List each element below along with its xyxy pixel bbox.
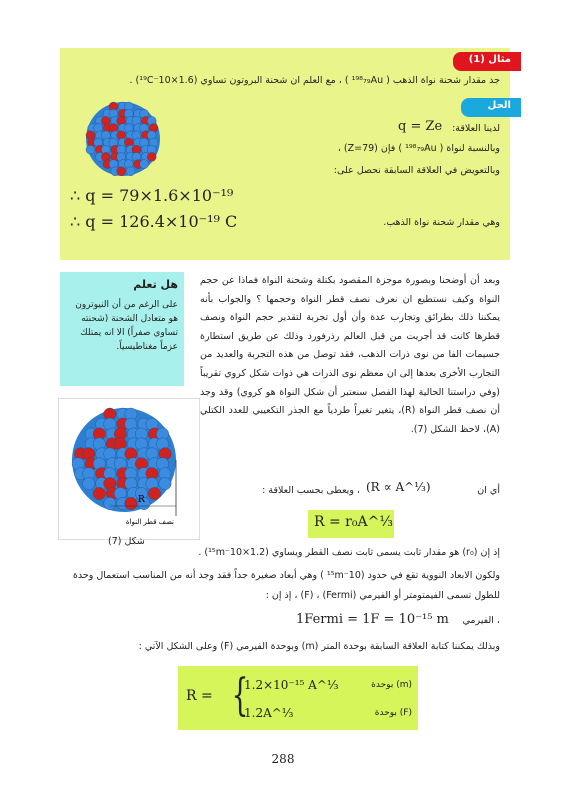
solution-line1-label: لدينا العلاقة: [452, 123, 500, 134]
nucleon [86, 145, 95, 154]
body-paragraph-4: وبذلك يمكننا كتابة العلاقة السابقة بوحدة المتر (m) وبوحدة الفيرمي (F) وعلى الشكل الآتي : [138, 641, 500, 652]
nucleon [140, 160, 149, 169]
radius-caption: نصف قطر النواة [125, 518, 174, 526]
did-you-know-text: على الرغم من أن النيوترون هو متعادل الشحنة (شحنته تساوي صفراً) الا انه يمتلك عزماً مغناطيسياً. [75, 300, 178, 352]
r-eq-brace: { [231, 670, 249, 721]
proportion-suffix: ، ويعطى بحسب العلاقة : [262, 485, 360, 496]
r-eq-line2-unit: (F) بوحدة [374, 708, 412, 718]
example-badge: مثال (1) [453, 52, 521, 71]
proportion-eq: (R ∝ A^⅓) [366, 480, 431, 494]
nucleon [117, 167, 126, 176]
solution-line3: وبالتعويض في العلاقة السابقة نحصل على: [333, 165, 500, 176]
figure-caption: شكل (7) [108, 536, 145, 547]
fermi-suffix: ، الفيرمي [462, 615, 500, 626]
nucleon [93, 487, 105, 499]
r-eq-line2: 1.2A^⅓ [244, 706, 294, 720]
nucleon [148, 487, 160, 499]
nucleon [147, 152, 156, 161]
nucleus-small-image [84, 100, 162, 178]
nucleon [159, 477, 171, 489]
formula: R = r₀A^⅓ [314, 514, 393, 530]
nucleon [83, 477, 95, 489]
r-eq-line1-unit: (m) بوحدة [371, 680, 412, 690]
body-paragraph-3: ولكون الابعاد النووية تقع في حدود (10⁻¹⁵m ) وهي أبعاد صغيرة جداً فقد وجد أنه من المناسب استعمال وحدة للطول تسمى الفيمتومتر أو الفيرمي (Fermi) ، (F) ، إذ إن : [72, 570, 500, 601]
proportion-prefix: أي ان [477, 485, 500, 496]
did-you-know-title: هل تعلم [133, 278, 178, 291]
example-question: جد مقدار شحنة نواة الذهب ( ¹⁹⁸₇₉Au ) ، مع العلم ان شحنة البروتون تساوي (1.6×10⁻¹⁹C) . [129, 75, 500, 86]
body-paragraph-1: وبعد أن أوضحنا وبصورة موجزة المقصود بكتلة وشحنة النواة فماذا عن حجم النواة وكيف نستطيع ان نعرف نصف قطر النواة وحجمها ؟ والجواب بأنه يمكننا ذلك بطرائق وتجارب عدة وأن أول تجربة لتقدير حجم النواة ونصف قطرها كانت قد أجريت من قبل العالم رذرفورد وذلك عن طريق استطارة جسيمات الفا من نوى ذرات الذهب، فقد توصل من هذه التجربة والعديد من التجارب الأخرى بعدها إلى ان معظم نوى الذرات هي ذوات شكل كروي تقريباً (وفي دراستنا الحالية لهذا الفصل سنعتبر أن شكل النواة هو كروي) وقد وجد أن نصف قطر النواة (R)، يتغير تغيراً طردياً مع الجذر التكعيبي للعدد الكتلي (A)، لاحظ الشكل (7). [200, 275, 500, 435]
nucleon [104, 497, 116, 509]
fermi-eq: 1Fermi = 1F = 10⁻¹⁵ m [296, 612, 449, 627]
r-label: R [138, 495, 145, 505]
solution-line1-eq: q = Ze [398, 119, 443, 134]
solution-conclusion: وهي مقدار شحنة نواة الذهب. [383, 217, 500, 228]
body-paragraph-2: إذ إن (r₀) هو مقدار ثابت يسمى ثابت نصف القطر ويساوي (1.2×10⁻¹⁵m) . [198, 547, 500, 558]
solution-badge: الحل [461, 98, 521, 117]
nucleus-figure [58, 398, 200, 540]
page-number: 288 [271, 752, 295, 766]
r-eq-line1: 1.2×10⁻¹⁵ A^⅓ [244, 678, 339, 692]
r-equation-box [178, 666, 418, 730]
solution-eq2: ∴ q = 126.4×10⁻¹⁹ C [70, 212, 238, 231]
nucleon [125, 497, 137, 509]
r-eq-lhs: R = [186, 688, 213, 704]
nucleon [126, 167, 135, 176]
solution-eq1: ∴ q = 79×1.6×10⁻¹⁹ [70, 186, 234, 205]
solution-line2: وبالنسبة لنواة ( ¹⁹⁸₇₉Au ) فإن (Z=79) ، [337, 143, 500, 154]
